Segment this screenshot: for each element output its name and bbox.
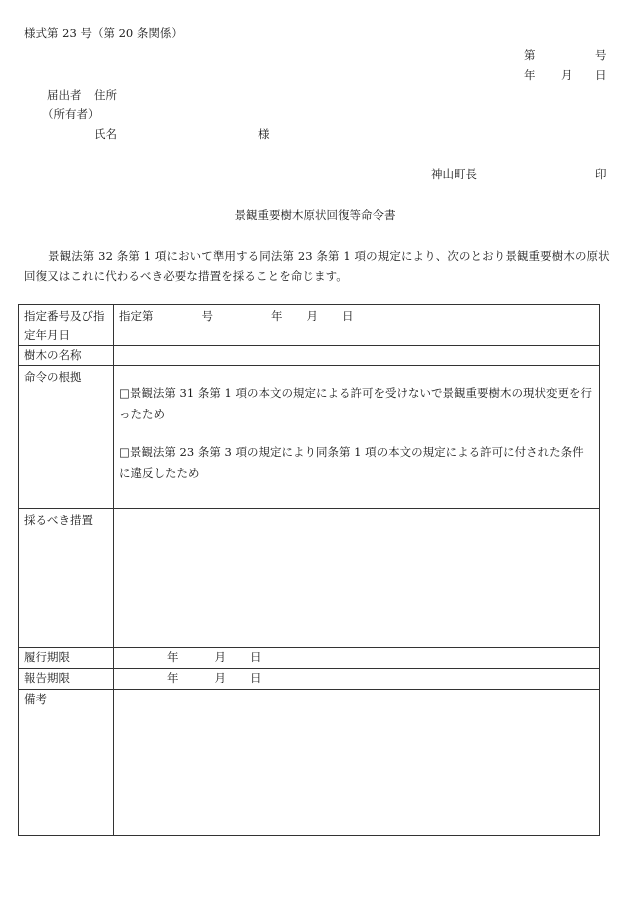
recipient-name-label: 氏名 — [94, 127, 117, 141]
tree-name-value-cell — [114, 346, 600, 366]
report-deadline-day: 日 — [250, 671, 262, 685]
basis-reason-1 — [119, 383, 594, 425]
designation-number-suffix: 号 — [201, 309, 213, 323]
basis-label: 命令の根拠 — [24, 370, 82, 384]
report-deadline-value-cell — [114, 669, 600, 690]
issue-date-month: 月 — [561, 68, 573, 82]
measures-value-cell — [114, 509, 600, 648]
report-deadline-row — [19, 669, 600, 690]
report-deadline-year: 年 — [167, 671, 179, 685]
designation-label: 指定番号及び指定年月日 — [24, 309, 105, 342]
checkbox-icon: □ — [119, 445, 130, 459]
measures-row — [19, 509, 600, 648]
report-deadline-label-cell — [19, 669, 114, 690]
issue-date-day: 日 — [595, 68, 607, 82]
measures-label-cell — [19, 509, 114, 648]
performance-deadline-label-cell — [19, 648, 114, 669]
basis-value-cell — [114, 366, 600, 509]
order-table — [18, 304, 600, 836]
remarks-label: 備考 — [24, 692, 47, 706]
recipient-role-label: 届出者 — [47, 88, 82, 102]
document-number-prefix: 第 — [524, 48, 536, 62]
document-body: 景観法第 32 条第 1 項において準用する同法第 23 条第 1 項の規定により、次のとおり景観重要樹木の原状回復又はこれに代わるべき必要な措置を採ることを命じます。 — [24, 249, 610, 283]
designation-year: 年 — [271, 309, 283, 323]
form-label: 様式第 23 号（第 20 条関係） — [24, 26, 183, 40]
checkbox-icon: □ — [119, 386, 130, 400]
performance-deadline-row — [19, 648, 600, 669]
issuer-seal: 印 — [595, 167, 607, 181]
performance-deadline-value-cell — [114, 648, 600, 669]
tree-name-row — [19, 346, 600, 366]
recipient-honorific: 様 — [258, 127, 270, 141]
designation-row — [19, 305, 600, 346]
basis-reason-1-text: 景観法第 31 条第 1 項の本文の規定による許可を受けないで景観重要樹木の現状変更を行ったため — [119, 386, 592, 421]
issuer-title: 神山町長 — [431, 167, 477, 181]
basis-reason-2-text: 景観法第 23 条第 3 項の規定により同条第 1 項の本文の規定による許可に付された条件に違反したため — [119, 445, 584, 480]
report-deadline-month: 月 — [214, 671, 226, 685]
report-deadline-label: 報告期限 — [24, 671, 70, 685]
measures-label: 採るべき措置 — [24, 513, 93, 527]
basis-reason-2 — [119, 442, 594, 484]
designation-label-cell — [19, 305, 114, 346]
recipient-owner-label: （所有者） — [42, 107, 100, 121]
performance-deadline-label: 履行期限 — [24, 650, 70, 664]
tree-name-label: 樹木の名称 — [24, 348, 82, 362]
remarks-row — [19, 690, 600, 836]
recipient-address-label: 住所 — [94, 88, 117, 102]
remarks-value-cell — [114, 690, 600, 836]
document-title: 景観重要樹木原状回復等命令書 — [234, 208, 396, 222]
designation-value-cell — [114, 305, 600, 346]
performance-deadline-month: 月 — [214, 650, 226, 664]
basis-row — [19, 366, 600, 509]
issue-date-year: 年 — [524, 68, 536, 82]
designation-day: 日 — [342, 309, 354, 323]
performance-deadline-year: 年 — [167, 650, 179, 664]
tree-name-label-cell — [19, 346, 114, 366]
remarks-label-cell — [19, 690, 114, 836]
performance-deadline-day: 日 — [250, 650, 262, 664]
designation-month: 月 — [306, 309, 318, 323]
basis-label-cell — [19, 366, 114, 509]
document-number-suffix: 号 — [595, 48, 607, 62]
designation-prefix: 指定第 — [119, 309, 154, 323]
